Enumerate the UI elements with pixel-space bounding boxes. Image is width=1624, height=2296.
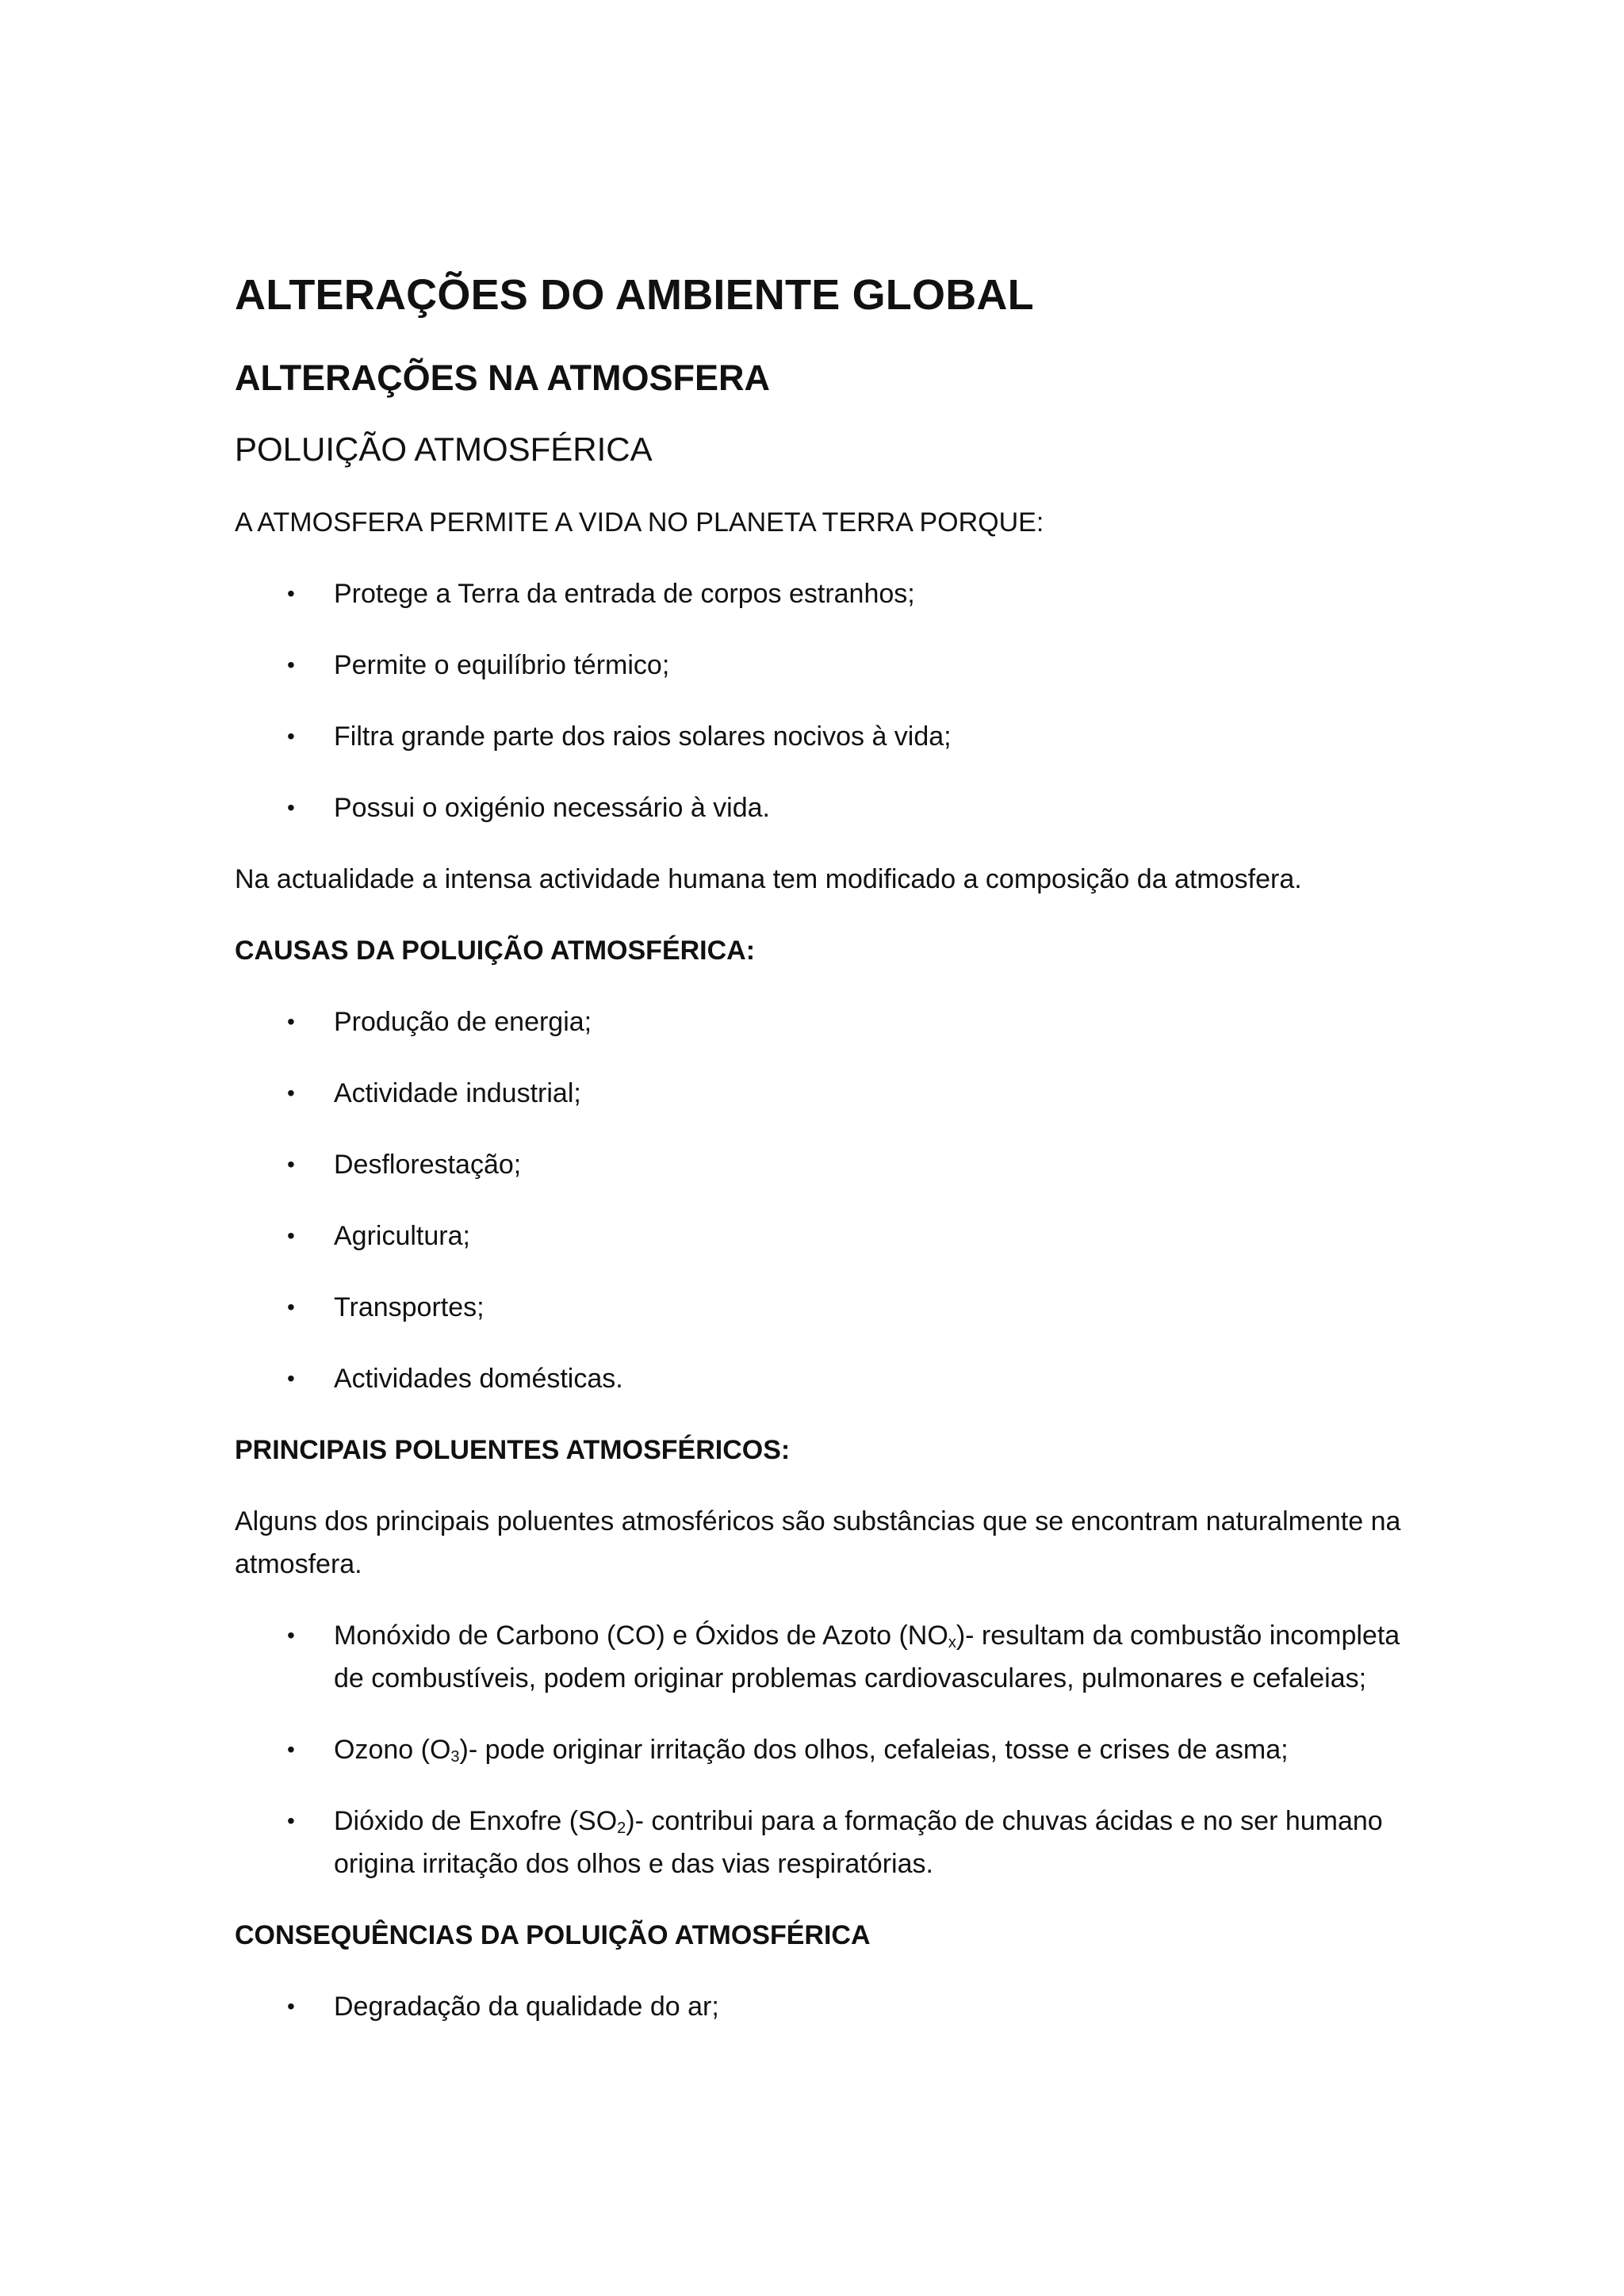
pollutants-heading: PRINCIPAIS POLUENTES ATMOSFÉRICOS: bbox=[235, 1435, 791, 1465]
bullet-icon: • bbox=[287, 1737, 295, 1762]
list-item bbox=[235, 1215, 1408, 1257]
list-item-text: Actividade industrial; bbox=[334, 1078, 581, 1108]
pollutant-text-before: Dióxido de Enxofre (SO bbox=[334, 1806, 618, 1836]
document-content bbox=[235, 266, 1408, 2057]
bullet-icon: • bbox=[287, 1081, 295, 1105]
paragraph-human-activity: Na actualidade a intensa actividade humana tem modificado a composição da atmosfera. bbox=[235, 864, 1302, 894]
list-item bbox=[235, 1614, 1408, 1700]
pollutant-text-after: )- pode originar irritação dos olhos, cefaleias, tosse e crises de asma; bbox=[459, 1735, 1289, 1765]
bullet-icon: • bbox=[287, 1994, 295, 2019]
list-item-text: Filtra grande parte dos raios solares nocivos à vida; bbox=[334, 721, 952, 752]
list-item bbox=[235, 1800, 1408, 1885]
intro-text: A ATMOSFERA PERMITE A VIDA NO PLANETA TERRA PORQUE: bbox=[235, 507, 1044, 538]
bullet-icon: • bbox=[287, 652, 295, 677]
list-item bbox=[235, 1985, 1408, 2028]
list-item-text: Transportes; bbox=[334, 1292, 485, 1322]
list-item-text: Produção de energia; bbox=[334, 1007, 592, 1037]
consequences-list bbox=[235, 1985, 1408, 2028]
bullet-icon: • bbox=[287, 1223, 295, 1248]
document-subtitle: ALTERAÇÕES NA ATMOSFERA bbox=[235, 358, 770, 398]
list-item bbox=[235, 715, 1408, 758]
pollutant-text-after: )- resultam da combustão incompleta de combustíveis, podem originar problemas cardiovasculares, pulmonares e cefaleias; bbox=[334, 1621, 1400, 1693]
bullet-icon: • bbox=[287, 724, 295, 748]
pollutant-text-before: Ozono (O bbox=[334, 1735, 451, 1765]
list-item-text: Permite o equilíbrio térmico; bbox=[334, 650, 670, 680]
causes-list bbox=[235, 1001, 1408, 1400]
bullet-icon: • bbox=[287, 1152, 295, 1177]
list-item-text: Possui o oxigénio necessário à vida. bbox=[334, 793, 770, 823]
list-item bbox=[235, 1728, 1408, 1771]
list-item bbox=[235, 786, 1408, 829]
list-item-text: Degradação da qualidade do ar; bbox=[334, 1992, 719, 2022]
list-item bbox=[235, 1072, 1408, 1115]
pollutant-text-after: )- contribui para a formação de chuvas ácidas e no ser humano origina irritação dos olhos e das vias respiratórias. bbox=[334, 1806, 1383, 1879]
list-item bbox=[235, 644, 1408, 687]
chemical-subscript: x bbox=[948, 1634, 956, 1651]
list-item bbox=[235, 1001, 1408, 1043]
pollutant-text-before: Monóxido de Carbono (CO) e Óxidos de Azoto (NO bbox=[334, 1621, 948, 1651]
chemical-subscript: 3 bbox=[450, 1748, 460, 1766]
bullet-icon: • bbox=[287, 1623, 295, 1647]
list-item-text: Desflorestação; bbox=[334, 1150, 522, 1180]
consequences-heading: CONSEQUÊNCIAS DA POLUIÇÃO ATMOSFÉRICA bbox=[235, 1920, 871, 1950]
pollutants-list bbox=[235, 1614, 1408, 1885]
section-title: POLUIÇÃO ATMOSFÉRICA bbox=[235, 430, 653, 468]
list-item bbox=[235, 1286, 1408, 1329]
list-item-text: Protege a Terra da entrada de corpos estranhos; bbox=[334, 579, 915, 609]
pollutants-intro: Alguns dos principais poluentes atmosféricos são substâncias que se encontram naturalmente na atmosfera. bbox=[235, 1506, 1401, 1579]
bullet-icon: • bbox=[287, 1808, 295, 1833]
bullet-icon: • bbox=[287, 1009, 295, 1034]
list-item bbox=[235, 1357, 1408, 1400]
causes-heading: CAUSAS DA POLUIÇÃO ATMOSFÉRICA: bbox=[235, 936, 756, 966]
bullet-icon: • bbox=[287, 1295, 295, 1319]
bullet-icon: • bbox=[287, 795, 295, 820]
bullet-icon: • bbox=[287, 581, 295, 606]
list-item bbox=[235, 1143, 1408, 1186]
list-item bbox=[235, 572, 1408, 615]
intro-list bbox=[235, 572, 1408, 829]
list-item-text: Actividades domésticas. bbox=[334, 1364, 623, 1394]
list-item-text: Agricultura; bbox=[334, 1221, 470, 1251]
document-title: ALTERAÇÕES DO AMBIENTE GLOBAL bbox=[235, 271, 1034, 319]
chemical-subscript: 2 bbox=[617, 1820, 626, 1837]
bullet-icon: • bbox=[287, 1366, 295, 1391]
